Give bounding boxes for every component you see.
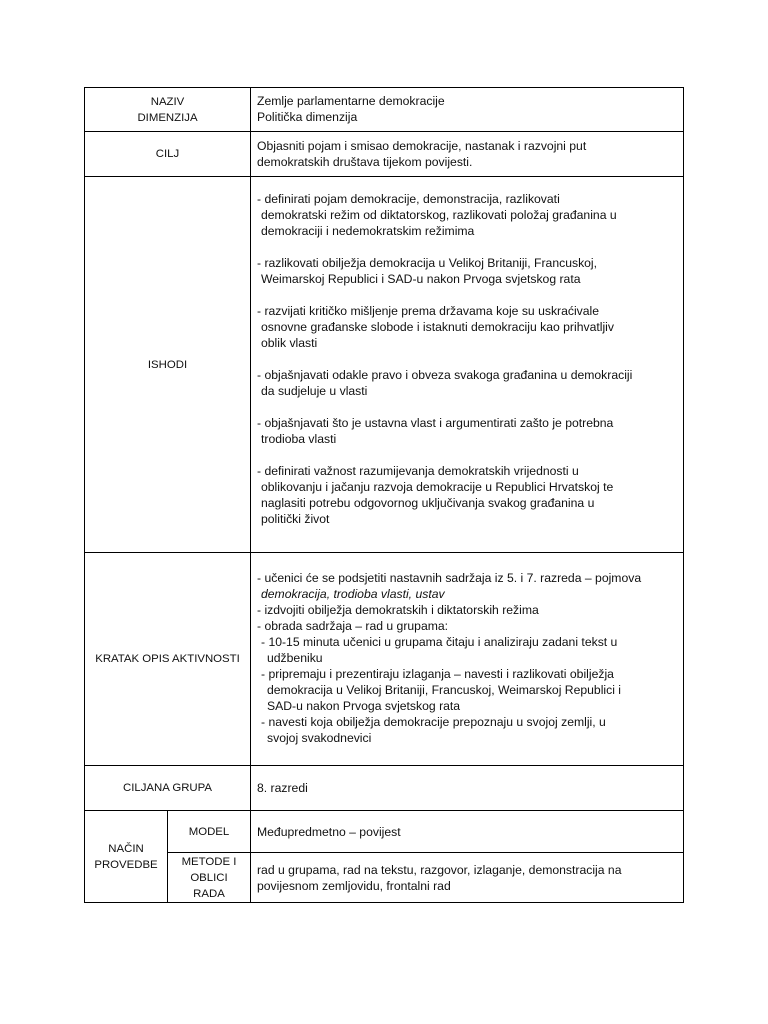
ishodi-item bbox=[257, 463, 677, 527]
row-metode bbox=[85, 853, 684, 903]
naziv-value: Zemlje parlamentarne demokracije bbox=[257, 94, 445, 108]
ishodi-line: oblik vlasti bbox=[261, 336, 318, 350]
row-ishodi bbox=[85, 177, 684, 553]
nacin-label-cell bbox=[85, 811, 168, 903]
aktivnosti-line: - izdvojiti obilježja demokratskih i diktatorskih režima bbox=[257, 603, 539, 617]
ishodi-line: - razvijati kritičko mišljenje prema državama koje su uskraćivale bbox=[257, 304, 600, 318]
ishodi-item bbox=[257, 255, 677, 287]
aktivnosti-subline: demokracija u Velikoj Britaniji, Francuskoj, Weimarskoj Republici i bbox=[267, 683, 622, 697]
ishodi-line: - objašnjavati što je ustavna vlast i argumentirati zašto je potrebna bbox=[257, 416, 614, 430]
metode-label-cell bbox=[168, 853, 251, 903]
ishodi-line: da sudjeluje u vlasti bbox=[261, 384, 368, 398]
dimenzija-label: DIMENZIJA bbox=[137, 111, 198, 124]
ishodi-value-cell bbox=[251, 177, 684, 553]
row-naziv bbox=[85, 88, 684, 132]
row-ciljana-grupa bbox=[85, 766, 684, 811]
ishodi-line: - definirati pojam demokracije, demonstracija, razlikovati bbox=[257, 192, 560, 206]
aktivnosti-subline: SAD-u nakon Prvoga svjetskog rata bbox=[267, 699, 461, 713]
program-table bbox=[84, 87, 684, 903]
naziv-label-cell bbox=[85, 88, 251, 132]
metode-label: METODE I bbox=[181, 855, 237, 868]
model-value: Međupredmetno – povijest bbox=[251, 811, 684, 853]
aktivnosti-subline: - navesti koja obilježja demokracije prepoznaju u svojoj zemlji, u bbox=[261, 715, 606, 729]
cilj-label: CILJ bbox=[85, 132, 251, 177]
ishodi-line: - objašnjavati odakle pravo i obveza svakoga građanina u demokraciji bbox=[257, 368, 633, 382]
row-cilj bbox=[85, 132, 684, 177]
aktivnosti-line: - učenici će se podsjetiti nastavnih sadržaja iz 5. i 7. razreda – pojmova bbox=[257, 571, 642, 585]
provedbe-label: PROVEDBE bbox=[94, 858, 158, 871]
ishodi-item bbox=[257, 191, 677, 239]
ishodi-line: demokraciji i nedemokratskim režimima bbox=[261, 224, 475, 238]
dimenzija-value: Politička dimenzija bbox=[257, 110, 358, 124]
aktivnosti-subline: udžbeniku bbox=[267, 651, 323, 665]
ishodi-item bbox=[257, 367, 677, 399]
ishodi-label: ISHODI bbox=[85, 177, 251, 553]
ishodi-line: - definirati važnost razumijevanja demokratskih vrijednosti u bbox=[257, 464, 579, 478]
metode-line: povijesnom zemljovidu, frontalni rad bbox=[257, 878, 451, 893]
naziv-label: NAZIV bbox=[150, 95, 185, 108]
metode-line: rad u grupama, rad na tekstu, razgovor, izlaganje, demonstracija na bbox=[257, 862, 622, 877]
ishodi-line: politički život bbox=[261, 512, 330, 526]
aktivnosti-subline: svojoj svakodnevici bbox=[267, 731, 372, 745]
aktivnosti-subline: - pripremaju i prezentiraju izlaganja – navesti i razlikovati obilježja bbox=[261, 667, 614, 681]
aktivnosti-subline: - 10-15 minuta učenici u grupama čitaju i analiziraju zadani tekst u bbox=[261, 635, 618, 649]
ishodi-line: demokratski režim od diktatorskog, razlikovati položaj građanina u bbox=[261, 208, 617, 222]
cilj-line: demokratskih društava tijekom povijesti. bbox=[257, 155, 473, 169]
ishodi-item bbox=[257, 415, 677, 447]
ishodi-line: - razlikovati obilježja demokracija u Velikoj Britaniji, Francuskoj, bbox=[257, 256, 598, 270]
oblici-label: OBLICI bbox=[190, 871, 228, 884]
rada-label: RADA bbox=[193, 887, 225, 900]
cilj-value-cell bbox=[251, 132, 684, 177]
metode-value-cell bbox=[251, 853, 684, 903]
row-aktivnosti bbox=[85, 553, 684, 766]
ishodi-line: osnovne građanske slobode i istaknuti demokraciju kao prihvatljiv bbox=[261, 320, 614, 334]
aktivnosti-label: KRATAK OPIS AKTIVNOSTI bbox=[85, 553, 251, 766]
ishodi-item bbox=[257, 303, 677, 351]
aktivnosti-value-cell bbox=[251, 553, 684, 766]
aktivnosti-line: - obrada sadržaja – rad u grupama: bbox=[257, 619, 449, 633]
row-model bbox=[85, 811, 684, 853]
ishodi-line: trodioba vlasti bbox=[261, 432, 337, 446]
model-label: MODEL bbox=[168, 811, 251, 853]
naziv-value-cell bbox=[251, 88, 684, 132]
ciljana-grupa-label: CILJANA GRUPA bbox=[85, 766, 251, 811]
ishodi-line: naglasiti potrebu odgovornog uključivanja svakog građanina u bbox=[261, 496, 595, 510]
nacin-label: NAČIN bbox=[108, 842, 144, 855]
ishodi-line: Weimarskoj Republici i SAD-u nakon Prvoga svjetskog rata bbox=[261, 272, 581, 286]
ishodi-line: oblikovanju i jačanju razvoja demokracije u Republici Hrvatskoj te bbox=[261, 480, 614, 494]
aktivnosti-line: demokracija, trodioba vlasti, ustav bbox=[261, 587, 445, 601]
cilj-line: Objasniti pojam i smisao demokracije, nastanak i razvojni put bbox=[257, 139, 587, 153]
ciljana-grupa-value: 8. razredi bbox=[251, 766, 684, 811]
